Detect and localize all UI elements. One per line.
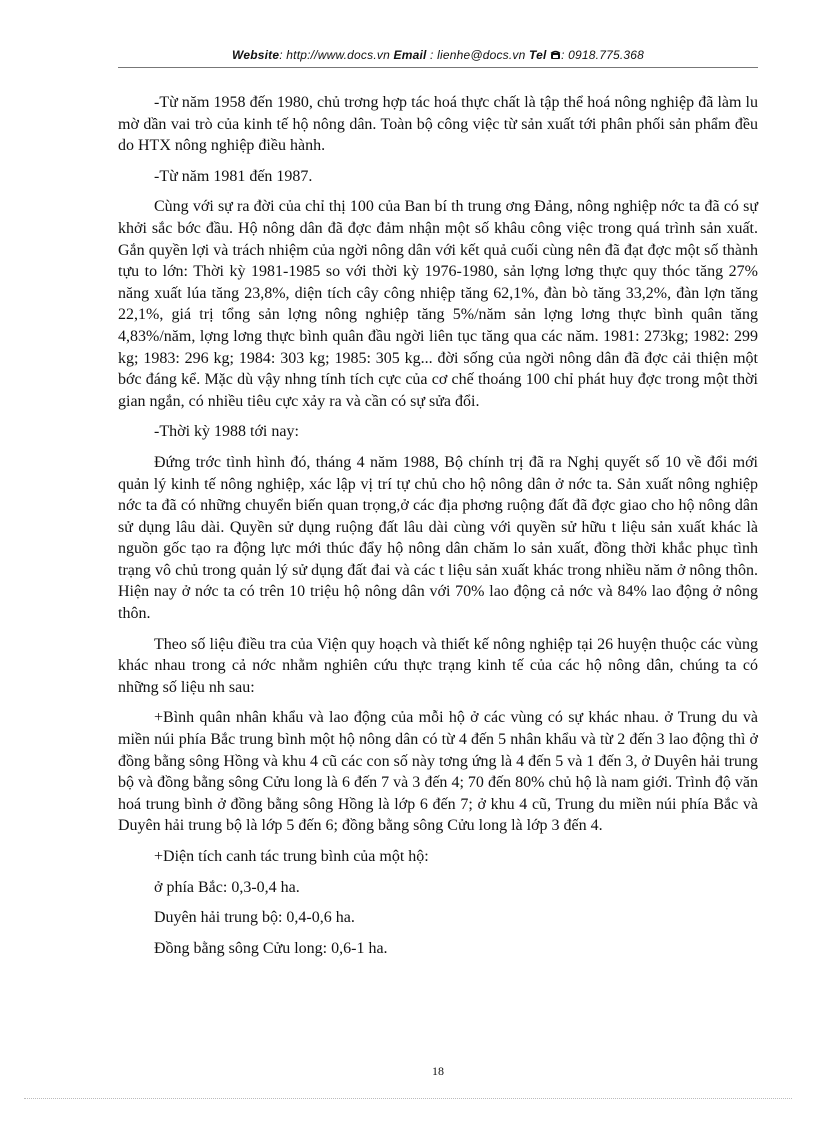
paragraph: Đồng bằng sông Cửu long: 0,6-1 ha. bbox=[154, 939, 388, 957]
paragraph: -Thời kỳ 1988 tới nay: bbox=[154, 423, 299, 441]
header-divider bbox=[118, 67, 758, 68]
website-label: Website bbox=[232, 48, 280, 62]
paragraph: Theo số liệu điều tra của Viện quy hoạch và thiết kế nông nghiệp tại 26 huyện thuộc các vùng khác nhau trong cả nớc nhằm nghiên cứu thực trạng kinh tế của các hộ nông dân, chúng ta có những số liệu nh sau: bbox=[118, 635, 758, 696]
document-body bbox=[118, 92, 758, 968]
paragraph: Cùng với sự ra đời của chỉ thị 100 của Ban bí th trung ơng Đảng, nông nghiệp nớc ta đã có sự khởi sắc bớc đầu. Hộ nông dân đã đợc đảm nhận một số khâu công việc trong quá trình sản xuất. Gắn quyền lợi và trách nhiệm của ngời nông dân với kết quả cuối cùng nên đã đạt đợc một số thành tựu to lớn: Thời kỳ 1981-1985 so với thời kỳ 1976-1980, sản lợng lơng thực quy thóc tăng 27% năng xuất lúa tăng 23,8%, diện tích cây công nhiệp tăng 62,1%, đàn bò tăng 33,2%, đàn lợn tăng 22,1%, giá trị tổng sản lợng nông nghiệp tăng 5%/năm sản lợng lơng thực bình quân tăng 4,83%/năm, lợng lơng thực bình quân đầu ngời liên tục tăng qua các năm. 1981: 273kg; 1982: 299 kg; 1983: 296 kg; 1984: 303 kg; 1985: 305 kg... đời sống của ngời nông dân đã đợc cải thiện một bớc đáng kể. Mặc dù vậy nhng tính tích cực của cơ chế thoáng 100 chỉ phát huy đợc trong một thời gian ngắn, có nhiều tiêu cực xảy ra và cần có sự sửa đổi. bbox=[118, 198, 758, 410]
footer-divider bbox=[24, 1098, 792, 1099]
paragraph: +Diện tích canh tác trung bình của một hộ: bbox=[154, 848, 429, 865]
paragraph: Duyên hải trung bộ: 0,4-0,6 ha. bbox=[154, 909, 355, 927]
paragraph: Đứng trớc tình hình đó, tháng 4 năm 1988, Bộ chính trị đã ra Nghị quyết số 10 về đổi mới quản lý kinh tế nông nghiệp, xác lập vị trí tự chủ cho hộ nông dân ở nớc ta. Sản xuất nông nghiệp nớc ta đã có những chuyển biến quan trọng,ở các địa phơng ruộng đất đã đợc giao cho hộ nông dân sử dụng lâu dài. Quyền sử dụng ruộng đất lâu dài cùng với quyền sử hữu t liệu sản xuất khác là nguồn gốc tạo ra động lực mới thúc đẩy hộ nông dân chăm lo sản xuất, đồng thời khắc phục tình trạng vô chủ trong quản lý sử dụng đất đai và các t liệu sản xuất khác trong nhiều năm ở nông thôn. Hiện nay ở nớc ta có trên 10 triệu hộ nông dân với 70% lao động cả nớc và 84% lao động ở nông thôn. bbox=[118, 453, 758, 623]
page-header: Website: http://www.docs.vn Email : lienhe@docs.vn Tel : 0918.775.368 bbox=[232, 48, 644, 62]
paragraph: -Từ năm 1981 đến 1987. bbox=[154, 167, 313, 185]
paragraph: -Từ năm 1958 đến 1980, chủ trơng hợp tác hoá thực chất là tập thể hoá nông nghiệp đã làm lu mờ dần vai trò của kinh tế hộ nông dân. Toàn bộ công việc từ sản xuất tới phân phối sản phẩm đều do HTX nông nghiệp điều hành. bbox=[118, 94, 758, 155]
tel-label: Tel bbox=[529, 48, 547, 62]
phone-icon bbox=[550, 49, 561, 63]
website-value[interactable]: http://www.docs.vn bbox=[286, 48, 390, 62]
paragraph: ở phía Bắc: 0,3-0,4 ha. bbox=[154, 878, 300, 896]
email-label: Email bbox=[393, 48, 427, 62]
email-value[interactable]: lienhe@docs.vn bbox=[437, 48, 526, 62]
tel-value: 0918.775.368 bbox=[568, 48, 644, 62]
page-number: 18 bbox=[432, 1064, 444, 1078]
paragraph: +Bình quân nhân khẩu và lao động của mỗi hộ ở các vùng có sự khác nhau. ở Trung du và miền núi phía Bắc trung bình một hộ nông dân có từ 4 đến 5 nhân khẩu và từ 2 đến 3 lao động thì ở đồng bằng sông Hồng và khu 4 cũ các con số này tơng ứng là 4 đến 5 và 1 đến 3, ở Duyên hải trung bộ và đồng bằng sông Cửu long là 6 đến 7 và 3 đến 4; 70 đến 80% chủ hộ là nam giới. Trình độ văn hoá trung bình ở đồng bằng sông Hồng là lớp 6 đến 7; ở khu 4 cũ, Trung du miền núi phía Bắc và Duyên hải trung bộ là lớp 5 đến 6; đồng bằng sông Cửu long là lớp 3 đến 4. bbox=[118, 709, 758, 835]
